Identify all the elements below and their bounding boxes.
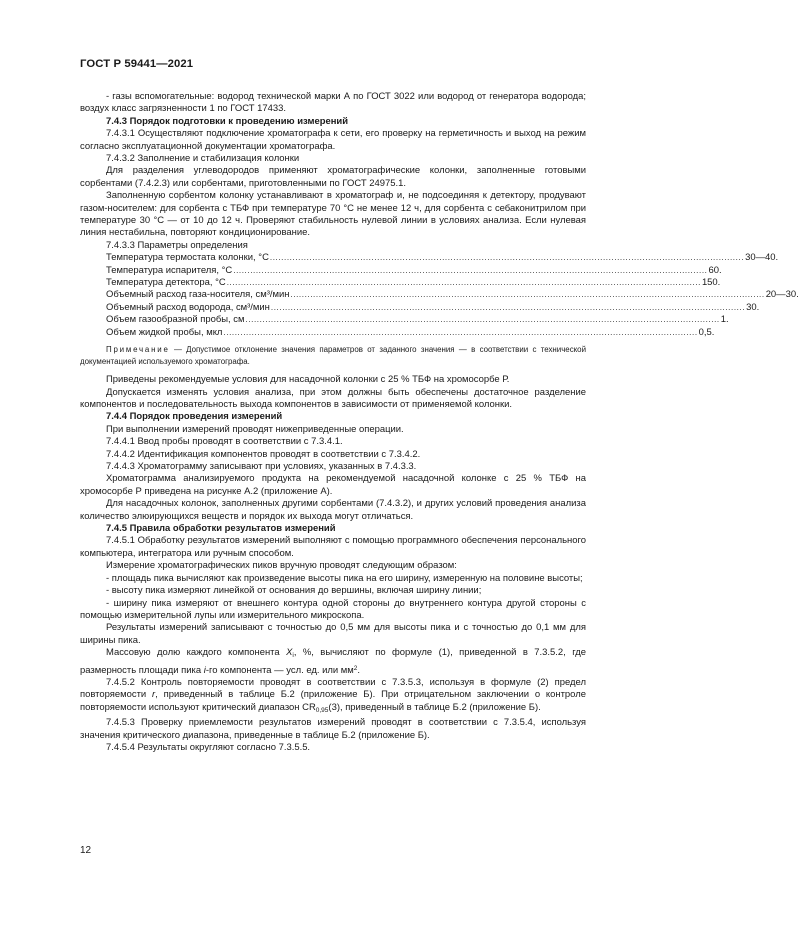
leader-dots: ........................................................................................................................................................................ xyxy=(233,265,708,275)
paragraph-allowed-changes: Допускается изменять условия анализа, при этом должны быть обеспечены достаточное разделение компонентов и последовательность выхода компонентов в зависимости от применяемой колонки. xyxy=(80,386,586,411)
paragraph-7-4-4-intro: При выполнении измерений проводят нижеприведенные операции. xyxy=(106,423,404,435)
parameter-label: Объемный расход газа-носителя, см³/мин xyxy=(106,289,290,301)
paragraph-7-4-4-3: 7.4.4.3 Хроматограмму записывают при условиях, указанных в 7.4.3.3. xyxy=(106,461,417,473)
leader-dots: ........................................................................................................................................................................ xyxy=(226,278,701,288)
page-header: ГОСТ Р 59441—2021 xyxy=(80,58,194,70)
parameter-value: 60. xyxy=(708,264,722,276)
paragraph-7-4-5-3: 7.4.5.3 Проверку приемлемости результатов измерений проводят в соответствии с 7.3.5.4, используя значения критического диапазона, приведенные в таблице Б.2 (приложение Б). xyxy=(80,717,586,741)
section-heading-7-4-4: 7.4.4 Порядок проведения измерений xyxy=(106,411,283,423)
parameter-list xyxy=(80,252,799,339)
parameter-value: 150. xyxy=(701,277,721,289)
parameter-row xyxy=(106,326,715,339)
parameter-label: Температура термостата колонки, °С xyxy=(106,252,269,264)
leader-dots: ........................................................................................................................................................................ xyxy=(269,253,745,263)
paragraph-manual-measurement: Измерение хроматографических пиков вручную проводят следующим образом: xyxy=(106,560,457,572)
paragraph-other-columns: Для насадочных колонок, заполненных другими сорбентами (7.4.3.2), и других условий проведения анализа количество элюирующихся веществ и порядок их выхода могут отличаться. xyxy=(80,498,586,522)
paragraph-aux-gases: - газы вспомогательные: водород технической марки А по ГОСТ 3022 или водород от генератора водорода; воздух класс загрязненности 1 по ГОСТ 17433. xyxy=(80,91,586,115)
paragraph-7-4-3-3: 7.4.3.3 Параметры определения xyxy=(106,239,248,251)
parameter-value: 30—40. xyxy=(745,252,779,264)
parameter-row xyxy=(106,264,722,277)
parameter-value: 20—30. xyxy=(765,289,799,301)
document-body xyxy=(80,91,799,754)
leader-dots: ........................................................................................................................................................................ xyxy=(270,302,746,312)
parameter-label: Температура испарителя, °С xyxy=(106,264,233,276)
parameter-row xyxy=(106,277,721,289)
paragraph-peak-area: - площадь пика вычисляют как произведение высоты пика на его ширину, измеренную на половине высоты; xyxy=(106,572,583,584)
paragraph-7-4-4-2: 7.4.4.2 Идентификация компонентов проводят в соответствии с 7.3.4.2. xyxy=(106,448,421,460)
paragraph-7-4-5-2: 7.4.5.2 Контроль повторяемости проводят в соответствии с 7.3.5.3, используя в формуле (2) предел повторяемости r, приведенный в таблице Б.2 (приложение Б). При отрицательном заключении о контроле повторяемости используют критический диапазон $CR_{0,95}(3)$, приведенный в таблице Б.2 (приложение Б). xyxy=(80,676,586,714)
paragraph-column-fill: Для разделения углеводородов применяют хроматографические колонки, заполненные готовыми сорбентами (7.4.2.3) или сорбентами, приготовленными по ГОСТ 24975.1. xyxy=(80,165,586,189)
parameter-value: 0,5. xyxy=(698,326,715,338)
paragraph-column-install: Заполненную сорбентом колонку устанавливают в хроматограф и, не подсоединяя к детектору, продувают газом-носителем: для сорбента с ТБФ при температуре 70 °С не менее 12 ч, для сорбента с себаконитрилом при температуре 30 °С — от 10 до 12 ч. Проверяют стабильность нулевой линии в условиях анализа. Если нулевая линия нестабильна, повторяют кондиционирование. xyxy=(80,190,586,239)
page-number: 12 xyxy=(80,845,92,856)
parameter-row xyxy=(106,301,760,314)
parameter-label: Объем жидкой пробы, мкл xyxy=(106,326,223,338)
paragraph-mass-fraction: Массовую долю каждого компонента $X_i$, %, вычисляют по формуле (1), приведенной в 7.3.5.2, где размерность площади пика i-го компонента — усл. ед. или $мм^2$. xyxy=(80,647,586,676)
paragraph-7-4-5-1: 7.4.5.1 Обработку результатов измерений выполняют с помощью программного обеспечения персонального компьютера, интегратора или ручным способом. xyxy=(80,535,586,559)
leader-dots: ........................................................................................................................................................................ xyxy=(223,327,698,337)
parameter-row xyxy=(106,289,799,301)
paragraph-chromatogram: Хроматограмма анализируемого продукта на рекомендуемой насадочной колонке с 25 % ТБФ на хромосорбе Р приведена на рисунке А.2 (приложение А). xyxy=(80,473,586,497)
paragraph-7-4-5-4: 7.4.5.4 Результаты округляют согласно 7.3.5.5. xyxy=(106,741,311,753)
paragraph-7-4-3-1: 7.4.3.1 Осуществляют подключение хроматографа к сети, его проверку на герметичность и выход на режим согласно эксплуатационной документации хроматографа. xyxy=(80,128,586,152)
parameter-row xyxy=(106,252,779,264)
paragraph-7-4-4-1: 7.4.4.1 Ввод пробы проводят в соответствии с 7.3.4.1. xyxy=(106,436,343,448)
parameter-row xyxy=(106,314,729,326)
parameter-label: Температура детектора, °С xyxy=(106,277,226,289)
parameter-label: Объемный расход водорода, см³/мин xyxy=(106,301,270,313)
note xyxy=(80,344,586,367)
leader-dots: ........................................................................................................................................................................ xyxy=(290,290,765,300)
paragraph-7-4-3-2: 7.4.3.2 Заполнение и стабилизация колонки xyxy=(106,153,300,165)
note-text: — Допустимое отклонение значения параметров от заданного значения — в соответствии с технической документацией используемого хроматографа. xyxy=(80,345,586,366)
parameter-value: 30. xyxy=(746,301,760,313)
paragraph-peak-width: - ширину пика измеряют от внешнего контура одной стороны до внутреннего контура другой стороны с помощью измерительной лупы или измерительного микроскопа. xyxy=(80,597,586,621)
leader-dots: ........................................................................................................................................................................ xyxy=(245,315,720,325)
parameter-value: 1. xyxy=(720,314,729,326)
note-label: Примечание xyxy=(106,345,170,355)
paragraph-recommended-conditions: Приведены рекомендуемые условия для насадочной колонки с 25 % ТБФ на хромосорбе Р. xyxy=(106,374,510,386)
paragraph-peak-height: - высоту пика измеряют линейкой от основания до вершины, включая ширину линии; xyxy=(106,585,482,597)
section-heading-7-4-3: 7.4.3 Порядок подготовки к проведению измерений xyxy=(106,115,349,127)
section-heading-7-4-5: 7.4.5 Правила обработки результатов измерений xyxy=(106,523,336,535)
paragraph-results-precision: Результаты измерений записывают с точностью до 0,5 мм для высоты пика и с точностью до 0,1 мм для ширины пика. xyxy=(80,622,586,646)
parameter-label: Объем газообразной пробы, см xyxy=(106,314,245,326)
